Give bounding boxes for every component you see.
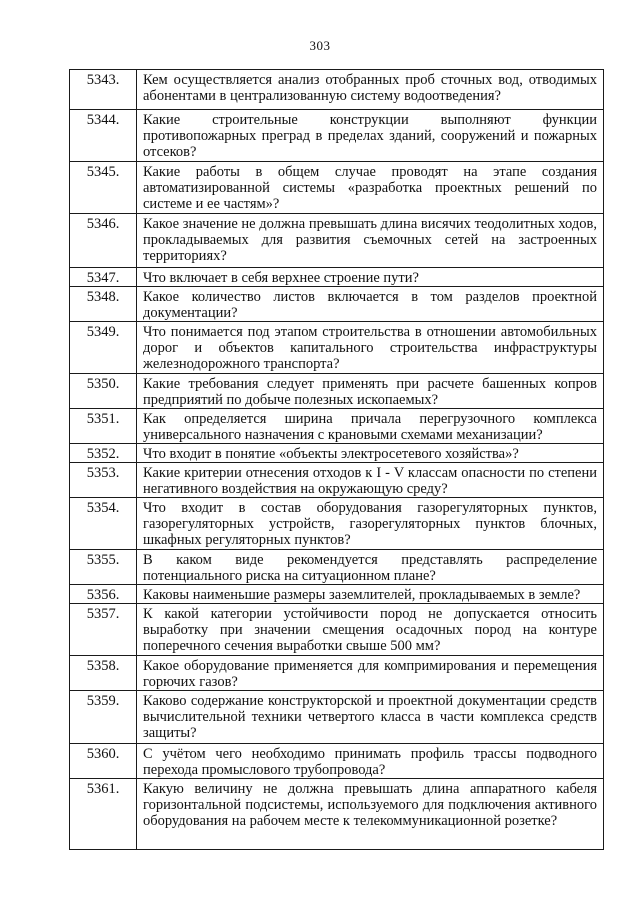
question-number: 5351. (70, 409, 137, 444)
question-text: Какое оборудование применяется для компримирования и перемещения горючих газов? (137, 656, 604, 691)
table-row (70, 463, 604, 498)
table-row (70, 444, 604, 463)
question-number: 5361. (70, 779, 137, 850)
table-row (70, 214, 604, 268)
question-text: Кем осуществляется анализ отобранных проб сточных вод, отводимых абонентами в централизованную систему водоотведения? (137, 70, 604, 110)
table-row (70, 322, 604, 374)
question-text: С учётом чего необходимо принимать профиль трассы подводного перехода промыслового трубопровода? (137, 744, 604, 779)
question-text: Какие критерии отнесения отходов к I - V классам опасности по степени негативного воздействия на окружающую среду? (137, 463, 604, 498)
question-text: Какие строительные конструкции выполняют функции противопожарных преград в пределах зданий, сооружений и пожарных отсеков? (137, 110, 604, 162)
question-number: 5345. (70, 162, 137, 214)
question-number: 5360. (70, 744, 137, 779)
question-number: 5347. (70, 268, 137, 287)
table-row (70, 70, 604, 110)
question-text: Какие требования следует применять при расчете башенных копров предприятий по добыче полезных ископаемых? (137, 374, 604, 409)
question-number: 5349. (70, 322, 137, 374)
table-row (70, 110, 604, 162)
question-number: 5359. (70, 691, 137, 744)
question-text: Какую величину не должна превышать длина аппаратного кабеля горизонтальной подсистемы, используемого для подключения активного оборудования на рабочем месте к телекоммуникационной розетке? (137, 779, 604, 850)
questions-table (69, 69, 604, 850)
question-text: Какие работы в общем случае проводят на этапе создания автоматизированной системы «разработка проектных решений по системе и ее частям»? (137, 162, 604, 214)
question-text: Каковы наименьшие размеры заземлителей, прокладываемых в земле? (137, 585, 604, 604)
table-row (70, 268, 604, 287)
question-text: Какое количество листов включается в том разделов проектной документации? (137, 287, 604, 322)
question-number: 5358. (70, 656, 137, 691)
table-row (70, 744, 604, 779)
table-row (70, 162, 604, 214)
question-text: К какой категории устойчивости пород не допускается относить выработку при значении смещения осадочных пород на контуре поперечного сечения выработки свыше 500 мм? (137, 604, 604, 656)
table-row (70, 585, 604, 604)
question-text: Что понимается под этапом строительства в отношении автомобильных дорог и объектов капитального строительства инфраструктуры железнодорожного транспорта? (137, 322, 604, 374)
table-row (70, 498, 604, 550)
table-row (70, 409, 604, 444)
question-text: Какое значение не должна превышать длина висячих теодолитных ходов, прокладываемых для развития съемочных сетей на застроенных территориях? (137, 214, 604, 268)
question-text: Что входит в состав оборудования газорегуляторных пунктов, газорегуляторных устройств, газорегуляторных пунктов блочных, шкафных регуляторных пунктов? (137, 498, 604, 550)
table-row (70, 374, 604, 409)
question-number: 5355. (70, 550, 137, 585)
question-number: 5344. (70, 110, 137, 162)
question-number: 5354. (70, 498, 137, 550)
table-row (70, 550, 604, 585)
page-number: 303 (309, 38, 331, 53)
question-text: Что входит в понятие «объекты электросетевого хозяйства»? (137, 444, 604, 463)
question-number: 5357. (70, 604, 137, 656)
question-number: 5352. (70, 444, 137, 463)
table-row (70, 656, 604, 691)
table-row (70, 691, 604, 744)
table-row (70, 779, 604, 850)
question-text: Каково содержание конструкторской и проектной документации средств вычислительной техники четвертого класса в части комплекса средств защиты? (137, 691, 604, 744)
question-number: 5346. (70, 214, 137, 268)
question-text: В каком виде рекомендуется представлять распределение потенциального риска на ситуационном плане? (137, 550, 604, 585)
question-text: Как определяется ширина причала перегрузочного комплекса универсального назначения с крановыми схемами механизации? (137, 409, 604, 444)
question-number: 5350. (70, 374, 137, 409)
table-row (70, 287, 604, 322)
question-number: 5343. (70, 70, 137, 110)
question-text: Что включает в себя верхнее строение пути? (137, 268, 604, 287)
question-number: 5356. (70, 585, 137, 604)
question-number: 5348. (70, 287, 137, 322)
table-row (70, 604, 604, 656)
question-number: 5353. (70, 463, 137, 498)
